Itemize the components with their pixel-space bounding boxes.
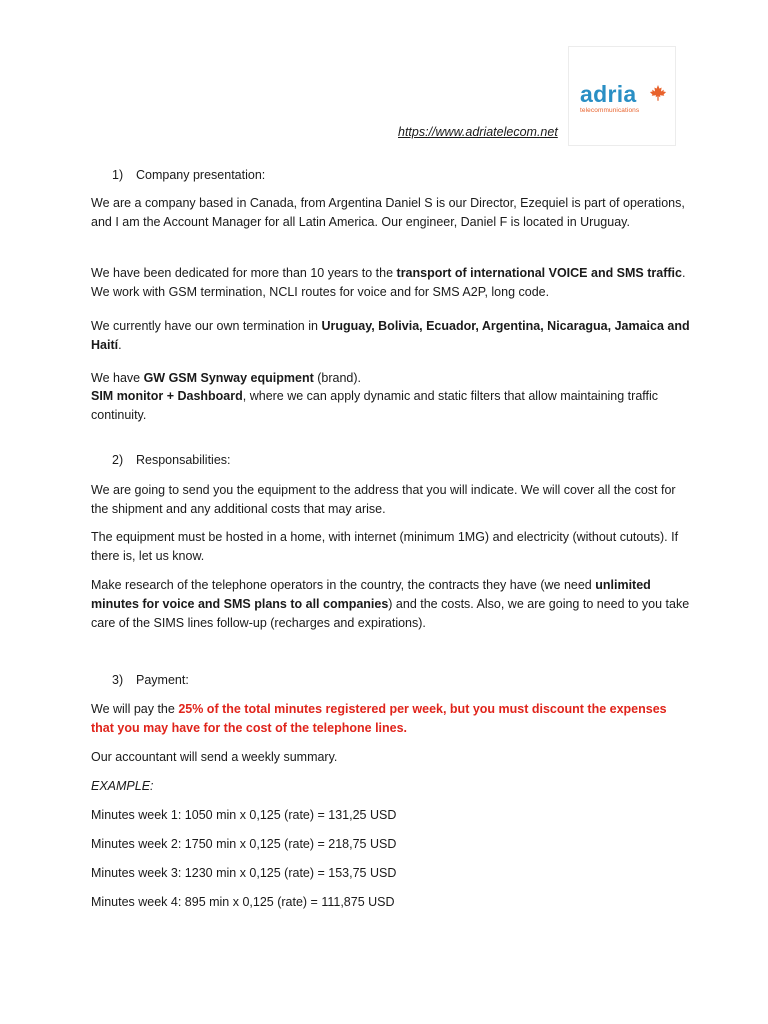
example-week-1: Minutes week 1: 1050 min x 0,125 (rate) = 131,25 USD [91,808,397,822]
maple-leaf-icon [649,84,667,104]
text-run: We will pay the [91,702,179,716]
example-label: EXAMPLE: [91,779,154,793]
text-run-bold: SIM monitor + Dashboard [91,389,243,403]
payment-paragraph-1 [91,700,691,738]
company-paragraph-4 [91,369,691,388]
company-paragraph-3 [91,317,691,355]
section-heading-payment [112,671,189,690]
responsibilities-paragraph-2: The equipment must be hosted in a home, with internet (minimum 1MG) and electricity (without cutouts). If there is, let us know. [91,530,679,563]
text-run: We have [91,371,144,385]
text-run: , where we can apply dynamic and static filters that allow maintaining traffic continuity. [91,389,659,422]
text-run: . [118,338,122,352]
section-title: Payment: [136,673,189,687]
company-logo [568,46,676,146]
company-paragraph-1: We are a company based in Canada, from Argentina Daniel S is our Director, Ezequiel is part of operations, and I am the Account Manager for all Latin America. Our engineer, Daniel F is located in Uruguay. [91,196,685,229]
text-run-bold: unlimited minutes for voice and SMS plans to all companies [91,578,651,611]
responsibilities-paragraph-3 [91,576,691,633]
text-run: We have been dedicated for more than 10 years to the [91,266,397,280]
text-run: Make research of the telephone operators in the country, the contracts they have (we need [91,578,596,592]
logo-wordmark: adria [580,81,637,107]
payment-paragraph-2: Our accountant will send a weekly summary. [91,750,338,764]
example-week-4: Minutes week 4: 895 min x 0,125 (rate) = 111,875 USD [91,895,395,909]
company-paragraph-5 [91,387,691,425]
text-run-bold: GW GSM Synway equipment [143,371,314,385]
section-number: 1) [112,168,124,182]
section-heading-company [112,166,265,185]
section-title: Company presentation: [136,168,266,182]
website-link[interactable]: https://www.adriatelecom.net [398,125,558,139]
text-run-highlight: 25% of the total minutes registered per week, but you must discount the expenses that you may have for the cost of the telephone lines. [91,702,667,735]
section-number: 2) [112,453,124,467]
logo-subtitle: telecommunications [580,107,640,114]
text-run: (brand). [313,371,361,385]
section-heading-responsibilities [112,451,231,470]
responsibilities-paragraph-1: We are going to send you the equipment to the address that you will indicate. We will cover all the cost for the shipment and any additional costs that may arise. [91,483,676,516]
section-title: Responsabilities: [136,453,231,467]
text-run-bold: Uruguay, Bolivia, Ecuador, Argentina, Nicaragua, Jamaica and Haití [91,319,690,352]
example-week-3: Minutes week 3: 1230 min x 0,125 (rate) = 153,75 USD [91,866,397,880]
section-number: 3) [112,673,124,687]
text-run: ) and the costs. Also, we are going to need to you take care of the SIMS lines follow-up (recharges and expirations). [91,597,690,630]
text-run: . We work with GSM termination, NCLI routes for voice and for SMS A2P, long code. [91,266,686,299]
text-run: We currently have our own termination in [91,319,322,333]
text-run-bold: transport of international VOICE and SMS traffic [396,266,682,280]
company-paragraph-2 [91,264,691,302]
example-week-2: Minutes week 2: 1750 min x 0,125 (rate) = 218,75 USD [91,837,397,851]
